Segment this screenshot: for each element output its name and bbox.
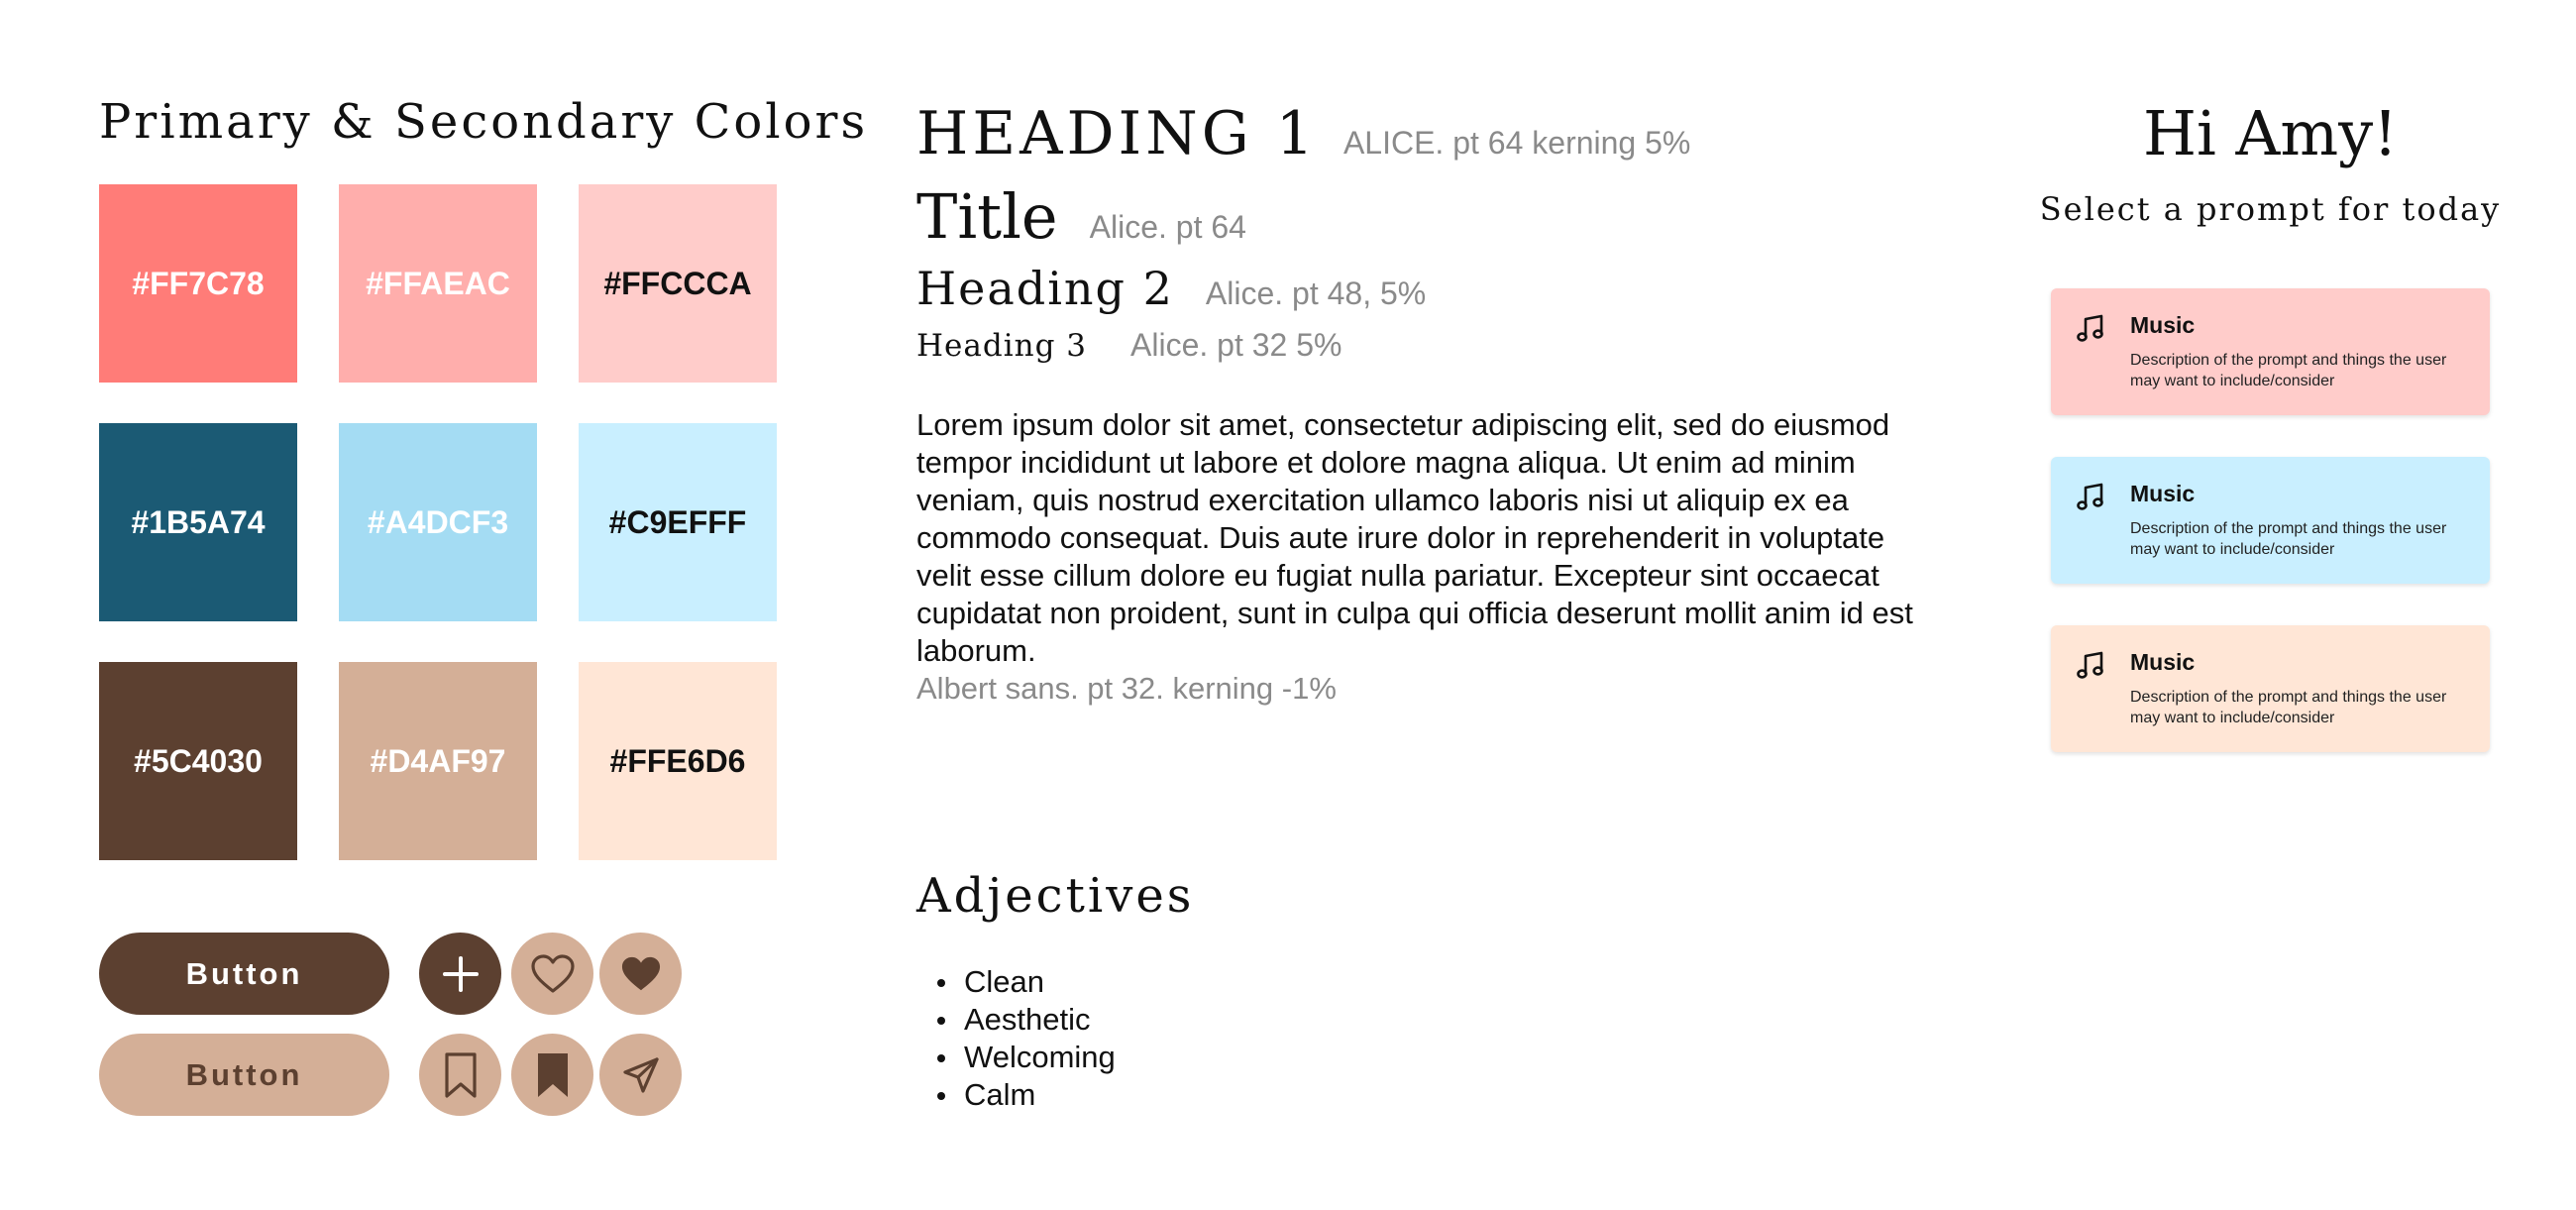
heading-1-spec: ALICE. pt 64 kerning 5% xyxy=(1342,125,1691,161)
prompt-card-title: Music xyxy=(2130,312,2196,338)
color-swatch: #FFAEAC xyxy=(339,184,537,383)
heading-3-sample: Heading 3 xyxy=(916,328,1088,364)
prompt-card[interactable] xyxy=(2051,457,2490,584)
heading-1-sample: HEADING 1 xyxy=(916,99,1318,168)
heading-3-spec: Alice. pt 32 5% xyxy=(1130,327,1342,363)
list-item: Aesthetic xyxy=(916,1001,1116,1039)
color-swatch: #5C4030 xyxy=(99,662,297,860)
add-button[interactable] xyxy=(419,933,501,1015)
prompt-card-description: Description of the prompt and things the user may want to include/consider xyxy=(2130,520,2447,558)
music-note-icon xyxy=(2075,649,2106,681)
body-text-sample xyxy=(916,406,1927,708)
palette-title: Primary & Secondary Colors xyxy=(99,94,869,150)
prompt-card[interactable] xyxy=(2051,625,2490,752)
bookmark-outline-button[interactable] xyxy=(419,1034,501,1116)
favorite-outline-button[interactable] xyxy=(511,933,593,1015)
title-row xyxy=(916,180,1246,253)
prompt-card-title: Music xyxy=(2130,481,2196,506)
secondary-button[interactable]: Button xyxy=(99,1034,389,1116)
heart-outline-icon xyxy=(530,953,576,995)
music-note-icon xyxy=(2075,312,2106,344)
body-spec: Albert sans. pt 32. kerning -1% xyxy=(916,671,1337,706)
bookmark-outline-icon xyxy=(443,1051,479,1099)
title-spec: Alice. pt 64 xyxy=(1089,209,1246,245)
heading-2-spec: Alice. pt 48, 5% xyxy=(1205,275,1427,311)
color-swatch: #A4DCF3 xyxy=(339,423,537,621)
color-swatch: #D4AF97 xyxy=(339,662,537,860)
adjectives-title: Adjectives xyxy=(916,868,1195,924)
favorite-filled-button[interactable] xyxy=(599,933,682,1015)
heart-filled-icon xyxy=(619,954,663,994)
color-swatch: #FFCCCA xyxy=(579,184,777,383)
greeting-subtitle: Select a prompt for today xyxy=(2039,190,2502,228)
heading-3-row xyxy=(916,327,1342,364)
send-button[interactable] xyxy=(599,1034,682,1116)
color-swatch: #FF7C78 xyxy=(99,184,297,383)
plus-icon xyxy=(441,954,481,994)
list-item: Welcoming xyxy=(916,1039,1116,1076)
list-item: Clean xyxy=(916,963,1116,1001)
adjectives-list xyxy=(916,963,1116,1114)
color-swatch: #C9EFFF xyxy=(579,423,777,621)
music-note-icon xyxy=(2075,481,2106,512)
primary-button[interactable]: Button xyxy=(99,933,389,1015)
heading-2-row xyxy=(916,262,1426,315)
color-swatch-grid xyxy=(99,184,777,860)
heading-2-sample: Heading 2 xyxy=(916,262,1174,315)
color-swatch: #1B5A74 xyxy=(99,423,297,621)
greeting-title: Hi Amy! xyxy=(2142,97,2399,169)
title-sample: Title xyxy=(916,180,1058,253)
color-swatch: #FFE6D6 xyxy=(579,662,777,860)
bookmark-filled-button[interactable] xyxy=(511,1034,593,1116)
prompt-card[interactable] xyxy=(2051,288,2490,415)
list-item: Calm xyxy=(916,1076,1116,1114)
prompt-card-description: Description of the prompt and things the user may want to include/consider xyxy=(2130,689,2447,726)
prompt-card-title: Music xyxy=(2130,649,2196,675)
bookmark-filled-icon xyxy=(535,1051,571,1099)
send-icon xyxy=(621,1055,661,1095)
prompt-card-description: Description of the prompt and things the user may want to include/consider xyxy=(2130,352,2447,389)
body-paragraph: Lorem ipsum dolor sit amet, consectetur adipiscing elit, sed do eiusmod tempor incididunt ut labore et dolore magna aliqua. Ut enim ad minim veniam, quis nostrud exercitation ullamco laboris nisi ut aliquip ex ea commodo consequat. Duis aute irure dolor in reprehenderit in voluptate velit esse cillum dolore eu fugiat nulla pariatur. Excepteur sint occaecat cupidatat non proident, sunt in culpa qui officia deserunt mollit anim id est laborum. xyxy=(916,407,1913,668)
heading-1-row xyxy=(916,99,1690,168)
